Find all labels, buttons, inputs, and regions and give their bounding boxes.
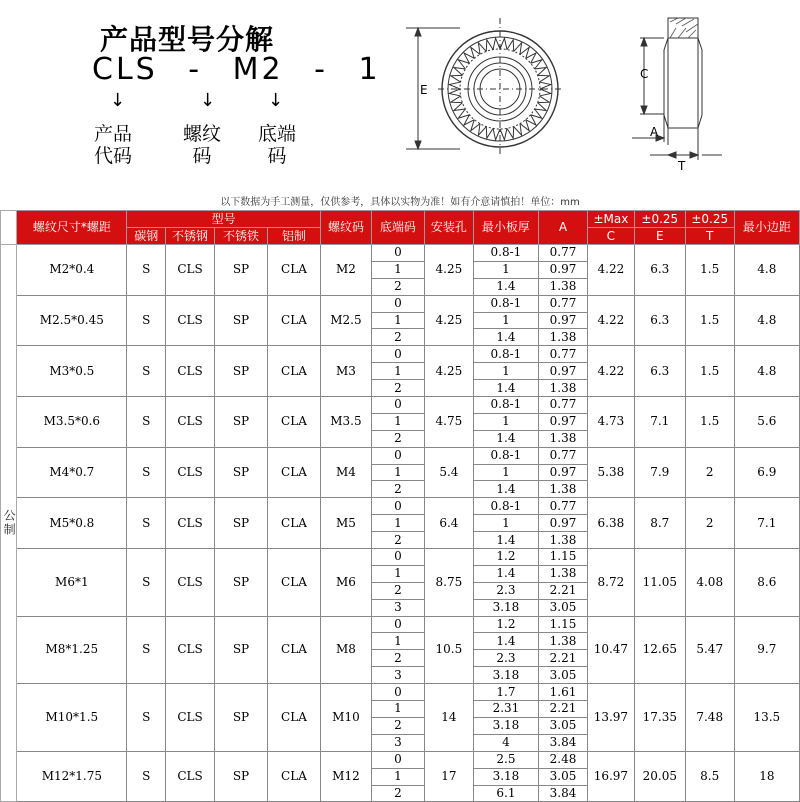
cell-shank-code: 2 [371, 430, 424, 447]
cell-stainless-iron: SP [214, 751, 267, 802]
cell-a: 0.77 [539, 346, 588, 363]
header-thread-size: 螺纹尺寸*螺距 [17, 211, 127, 245]
cell-e: 7.1 [634, 397, 685, 448]
cell-min-sheet: 0.8-1 [473, 447, 538, 464]
nut-front-view-diagram [400, 14, 570, 154]
arrow-down-icon: ↓ [110, 90, 126, 111]
cell-min-edge: 8.6 [734, 549, 799, 617]
cell-e: 6.3 [634, 346, 685, 397]
cell-a: 0.97 [539, 515, 588, 532]
model-code [92, 52, 381, 87]
cell-t: 5.47 [685, 616, 734, 684]
cell-t: 7.48 [685, 684, 734, 752]
cell-c: 4.73 [587, 397, 634, 448]
header-e: E [634, 228, 685, 245]
cell-thread-size: M10*1.5 [17, 684, 127, 752]
cell-shank-code: 0 [371, 549, 424, 566]
cell-shank-code: 0 [371, 447, 424, 464]
cell-aluminum: CLA [267, 684, 320, 752]
cell-t: 2 [685, 498, 734, 549]
cell-c: 4.22 [587, 245, 634, 296]
cell-min-sheet: 0.8-1 [473, 245, 538, 262]
cell-carbon-steel: S [127, 549, 166, 617]
cell-aluminum: CLA [267, 549, 320, 617]
cell-shank-code: 2 [371, 582, 424, 599]
cell-shank-code: 0 [371, 616, 424, 633]
cell-aluminum: CLA [267, 447, 320, 498]
cell-min-sheet: 3.18 [473, 768, 538, 785]
cell-a: 0.97 [539, 464, 588, 481]
cell-e: 6.3 [634, 245, 685, 296]
cell-stainless-iron: SP [214, 616, 267, 684]
knurl-tooth [538, 96, 550, 103]
cell-carbon-steel: S [127, 295, 166, 346]
header-c: C [587, 228, 634, 245]
table-row [1, 616, 800, 633]
cell-shank-code: 2 [371, 785, 424, 802]
cell-min-sheet: 1.4 [473, 565, 538, 582]
cell-e: 11.05 [634, 549, 685, 617]
cell-stainless: CLS [166, 751, 215, 802]
cell-min-edge: 7.1 [734, 498, 799, 549]
header-min-sheet: 最小板厚 [473, 211, 538, 245]
cell-min-sheet: 2.5 [473, 751, 538, 768]
cell-shank-code: 1 [371, 768, 424, 785]
cell-install-hole: 4.75 [424, 397, 473, 448]
cell-shank-code: 1 [371, 464, 424, 481]
cell-c: 4.22 [587, 346, 634, 397]
cell-a: 1.61 [539, 684, 588, 701]
cell-min-sheet: 1 [473, 363, 538, 380]
spec-table-body [1, 245, 800, 802]
cell-thread-size: M3.5*0.6 [17, 397, 127, 448]
cell-install-hole: 4.25 [424, 245, 473, 296]
cell-shank-code: 0 [371, 295, 424, 312]
cell-min-sheet: 1.4 [473, 633, 538, 650]
cell-shank-code: 3 [371, 667, 424, 684]
cell-e: 8.7 [634, 498, 685, 549]
cell-shank-code: 2 [371, 481, 424, 498]
cell-install-hole: 8.75 [424, 549, 473, 617]
nut-side-view-diagram [620, 10, 730, 175]
c-dimension-label: C [640, 67, 649, 81]
cell-shank-code: 1 [371, 515, 424, 532]
cell-min-sheet: 2.31 [473, 701, 538, 718]
knurl-tooth [493, 38, 500, 49]
cell-shank-code: 1 [371, 413, 424, 430]
cell-min-sheet: 1.4 [473, 380, 538, 397]
cell-a: 3.05 [539, 717, 588, 734]
knurl-tooth [539, 82, 550, 89]
cell-stainless: CLS [166, 447, 215, 498]
cell-a: 3.84 [539, 785, 588, 802]
cell-a: 1.38 [539, 481, 588, 498]
cell-shank-code: 3 [371, 734, 424, 751]
cell-thread-code: M8 [320, 616, 371, 684]
cell-aluminum: CLA [267, 346, 320, 397]
cell-e: 20.05 [634, 751, 685, 802]
cell-stainless-iron: SP [214, 245, 267, 296]
cell-a: 1.38 [539, 532, 588, 549]
cell-stainless-iron: SP [214, 397, 267, 448]
cell-thread-size: M6*1 [17, 549, 127, 617]
arrow-down-icon: ↓ [268, 90, 284, 111]
cell-shank-code: 2 [371, 329, 424, 346]
cell-a: 2.21 [539, 650, 588, 667]
code-part-shank: 1 [358, 52, 381, 87]
cell-a: 1.38 [539, 565, 588, 582]
cell-min-sheet: 1.4 [473, 278, 538, 295]
cell-a: 3.05 [539, 768, 588, 785]
cell-thread-size: M5*0.8 [17, 498, 127, 549]
cell-min-sheet: 2.3 [473, 650, 538, 667]
cell-install-hole: 5.4 [424, 447, 473, 498]
cell-a: 0.77 [539, 498, 588, 515]
table-row [1, 295, 800, 312]
cell-aluminum: CLA [267, 295, 320, 346]
cell-a: 0.97 [539, 413, 588, 430]
cell-t: 1.5 [685, 245, 734, 296]
cell-shank-code: 3 [371, 599, 424, 616]
table-row [1, 751, 800, 768]
cell-c: 10.47 [587, 616, 634, 684]
header-c-tolerance: ±Max [587, 211, 634, 228]
cell-c: 5.38 [587, 447, 634, 498]
cell-shank-code: 1 [371, 261, 424, 278]
cell-shank-code: 0 [371, 498, 424, 515]
cell-a: 0.97 [539, 261, 588, 278]
header-shank-code: 底端码 [371, 211, 424, 245]
cell-a: 3.84 [539, 734, 588, 751]
cell-min-sheet: 1 [473, 515, 538, 532]
cell-thread-size: M2.5*0.45 [17, 295, 127, 346]
cell-shank-code: 0 [371, 245, 424, 262]
cell-thread-size: M4*0.7 [17, 447, 127, 498]
knurl-tooth [500, 128, 507, 139]
header-thread-code: 螺纹码 [320, 211, 371, 245]
cell-install-hole: 6.4 [424, 498, 473, 549]
cell-c: 13.97 [587, 684, 634, 752]
cell-stainless: CLS [166, 346, 215, 397]
knurl-tooth [478, 43, 486, 55]
cell-carbon-steel: S [127, 346, 166, 397]
cell-carbon-steel: S [127, 616, 166, 684]
cell-shank-code: 1 [371, 312, 424, 329]
cell-e: 7.9 [634, 447, 685, 498]
cell-min-edge: 4.8 [734, 245, 799, 296]
cell-min-sheet: 0.8-1 [473, 295, 538, 312]
table-row [1, 346, 800, 363]
cell-c: 8.72 [587, 549, 634, 617]
cell-min-sheet: 1 [473, 464, 538, 481]
cell-min-sheet: 1.2 [473, 616, 538, 633]
header-t-tolerance: ±0.25 [685, 211, 734, 228]
arrow-down-icon: ↓ [200, 90, 216, 111]
table-row [1, 397, 800, 414]
header-min-edge: 最小边距 [734, 211, 799, 245]
cell-min-sheet: 1.4 [473, 430, 538, 447]
cell-a: 1.15 [539, 616, 588, 633]
cell-e: 12.65 [634, 616, 685, 684]
knurl-tooth [486, 127, 493, 139]
cell-a: 0.77 [539, 447, 588, 464]
header-install-hole: 安装孔 [424, 211, 473, 245]
cell-min-sheet: 0.8-1 [473, 498, 538, 515]
cell-aluminum: CLA [267, 498, 320, 549]
cell-t: 1.5 [685, 295, 734, 346]
cell-min-sheet: 0.8-1 [473, 397, 538, 414]
header-e-tolerance: ±0.25 [634, 211, 685, 228]
cell-stainless-iron: SP [214, 295, 267, 346]
cell-min-sheet: 6.1 [473, 785, 538, 802]
cell-a: 0.77 [539, 397, 588, 414]
cell-min-sheet: 1.2 [473, 549, 538, 566]
cell-install-hole: 4.25 [424, 295, 473, 346]
cell-shank-code: 2 [371, 650, 424, 667]
cell-shank-code: 2 [371, 717, 424, 734]
table-row [1, 447, 800, 464]
cell-carbon-steel: S [127, 245, 166, 296]
cell-min-sheet: 1.7 [473, 684, 538, 701]
cell-a: 0.97 [539, 363, 588, 380]
cell-thread-code: M2 [320, 245, 371, 296]
knurl-tooth [449, 89, 460, 96]
cell-min-sheet: 1.4 [473, 329, 538, 346]
header-aluminum: 铝制 [267, 228, 320, 245]
cell-thread-size: M12*1.75 [17, 751, 127, 802]
cell-aluminum: CLA [267, 397, 320, 448]
cell-min-edge: 18 [734, 751, 799, 802]
cell-stainless: CLS [166, 684, 215, 752]
a-dimension-label: A [650, 125, 659, 139]
label-thread-code: 螺纹 码 [183, 123, 222, 167]
cell-shank-code: 2 [371, 278, 424, 295]
cell-t: 1.5 [685, 397, 734, 448]
cell-t: 8.5 [685, 751, 734, 802]
cell-shank-code: 2 [371, 380, 424, 397]
table-row [1, 245, 800, 262]
cell-carbon-steel: S [127, 397, 166, 448]
cell-a: 0.77 [539, 295, 588, 312]
cell-min-sheet: 1.4 [473, 481, 538, 498]
cell-stainless: CLS [166, 397, 215, 448]
spec-table [0, 210, 800, 802]
side-header-blank [1, 211, 17, 245]
header-carbon-steel: 碳钢 [127, 228, 166, 245]
cell-a: 1.38 [539, 633, 588, 650]
t-dimension-label: T [678, 159, 686, 173]
cell-stainless: CLS [166, 616, 215, 684]
header-a: A [539, 211, 588, 245]
cell-c: 6.38 [587, 498, 634, 549]
cell-thread-code: M5 [320, 498, 371, 549]
cell-min-sheet: 3.18 [473, 717, 538, 734]
header-stainless: 不锈钢 [166, 228, 215, 245]
cell-min-sheet: 1 [473, 413, 538, 430]
cell-min-edge: 13.5 [734, 684, 799, 752]
knurl-tooth [454, 67, 466, 75]
cell-thread-code: M3.5 [320, 397, 371, 448]
cell-e: 17.35 [634, 684, 685, 752]
cell-stainless-iron: SP [214, 684, 267, 752]
cell-t: 2 [685, 447, 734, 498]
knurl-tooth [535, 103, 547, 111]
page-title: 产品型号分解 [100, 23, 275, 56]
cell-stainless-iron: SP [214, 549, 267, 617]
cell-aluminum: CLA [267, 751, 320, 802]
cell-stainless: CLS [166, 549, 215, 617]
label-shank-code: 底端 码 [258, 123, 297, 167]
code-separator: - [188, 52, 203, 87]
header-section [0, 0, 800, 195]
cell-carbon-steel: S [127, 447, 166, 498]
cell-thread-size: M2*0.4 [17, 245, 127, 296]
header-model: 型号 [127, 211, 321, 228]
cell-min-sheet: 4 [473, 734, 538, 751]
knurl-tooth [514, 43, 522, 55]
cell-min-edge: 5.6 [734, 397, 799, 448]
cell-shank-code: 1 [371, 363, 424, 380]
code-part-thread: M2 [232, 52, 284, 87]
cell-a: 1.38 [539, 380, 588, 397]
cell-a: 1.38 [539, 430, 588, 447]
cell-min-edge: 4.8 [734, 346, 799, 397]
cell-a: 2.48 [539, 751, 588, 768]
cell-thread-code: M12 [320, 751, 371, 802]
cell-a: 3.05 [539, 667, 588, 684]
table-row [1, 549, 800, 566]
cell-shank-code: 0 [371, 751, 424, 768]
cell-c: 4.22 [587, 295, 634, 346]
cell-stainless: CLS [166, 498, 215, 549]
cell-a: 1.15 [539, 549, 588, 566]
cell-shank-code: 0 [371, 346, 424, 363]
header-stainless-iron: 不锈铁 [214, 228, 267, 245]
table-row [1, 684, 800, 701]
cell-shank-code: 1 [371, 701, 424, 718]
e-dimension-label: E [420, 83, 428, 97]
knurl-tooth [507, 127, 514, 139]
cell-thread-code: M3 [320, 346, 371, 397]
cell-thread-size: M8*1.25 [17, 616, 127, 684]
cell-carbon-steel: S [127, 498, 166, 549]
metric-side-label: 公制 [1, 245, 17, 802]
knurl-tooth [454, 103, 466, 111]
cell-c: 16.97 [587, 751, 634, 802]
cell-e: 6.3 [634, 295, 685, 346]
cell-t: 1.5 [685, 346, 734, 397]
header-t: T [685, 228, 734, 245]
cell-stainless-iron: SP [214, 447, 267, 498]
cell-install-hole: 14 [424, 684, 473, 752]
cell-min-edge: 9.7 [734, 616, 799, 684]
cell-shank-code: 1 [371, 633, 424, 650]
cell-thread-code: M10 [320, 684, 371, 752]
cell-thread-code: M4 [320, 447, 371, 498]
cell-stainless-iron: SP [214, 498, 267, 549]
cell-stainless: CLS [166, 245, 215, 296]
cell-install-hole: 10.5 [424, 616, 473, 684]
cell-shank-code: 0 [371, 397, 424, 414]
cell-a: 3.05 [539, 599, 588, 616]
cell-stainless-iron: SP [214, 346, 267, 397]
cell-min-sheet: 3.18 [473, 667, 538, 684]
cell-a: 0.77 [539, 245, 588, 262]
label-product-code: 产品 代码 [94, 123, 133, 167]
cell-aluminum: CLA [267, 616, 320, 684]
cell-a: 1.38 [539, 278, 588, 295]
cell-thread-code: M2.5 [320, 295, 371, 346]
code-separator: - [314, 52, 328, 87]
cell-shank-code: 0 [371, 684, 424, 701]
knurl-tooth [449, 82, 460, 89]
cell-carbon-steel: S [127, 751, 166, 802]
cell-min-sheet: 1 [473, 312, 538, 329]
cell-aluminum: CLA [267, 245, 320, 296]
cell-a: 2.21 [539, 701, 588, 718]
table-row [1, 498, 800, 515]
cell-stainless: CLS [166, 295, 215, 346]
knurl-tooth [500, 38, 507, 49]
cell-a: 0.97 [539, 312, 588, 329]
knurl-tooth [493, 128, 500, 139]
knurl-tooth [538, 75, 550, 82]
cell-shank-code: 1 [371, 565, 424, 582]
knurl-tooth [539, 89, 550, 96]
cell-shank-code: 2 [371, 532, 424, 549]
cell-t: 4.08 [685, 549, 734, 617]
measurement-note: 以下数据为手工测量，仅供参考，具体以实物为准！如有介意请慎拍！单位：mm [220, 197, 580, 208]
cell-install-hole: 17 [424, 751, 473, 802]
cell-thread-size: M3*0.5 [17, 346, 127, 397]
cell-min-edge: 6.9 [734, 447, 799, 498]
cell-min-sheet: 1.4 [473, 532, 538, 549]
cell-min-sheet: 2.3 [473, 582, 538, 599]
cell-min-edge: 4.8 [734, 295, 799, 346]
cell-carbon-steel: S [127, 684, 166, 752]
cell-install-hole: 4.25 [424, 346, 473, 397]
cell-a: 1.38 [539, 329, 588, 346]
cell-a: 2.21 [539, 582, 588, 599]
code-part-product: CLS [92, 52, 158, 87]
cell-min-sheet: 0.8-1 [473, 346, 538, 363]
cell-min-sheet: 3.18 [473, 599, 538, 616]
cell-min-sheet: 1 [473, 261, 538, 278]
spec-table-wrapper [0, 210, 800, 800]
cell-thread-code: M6 [320, 549, 371, 617]
